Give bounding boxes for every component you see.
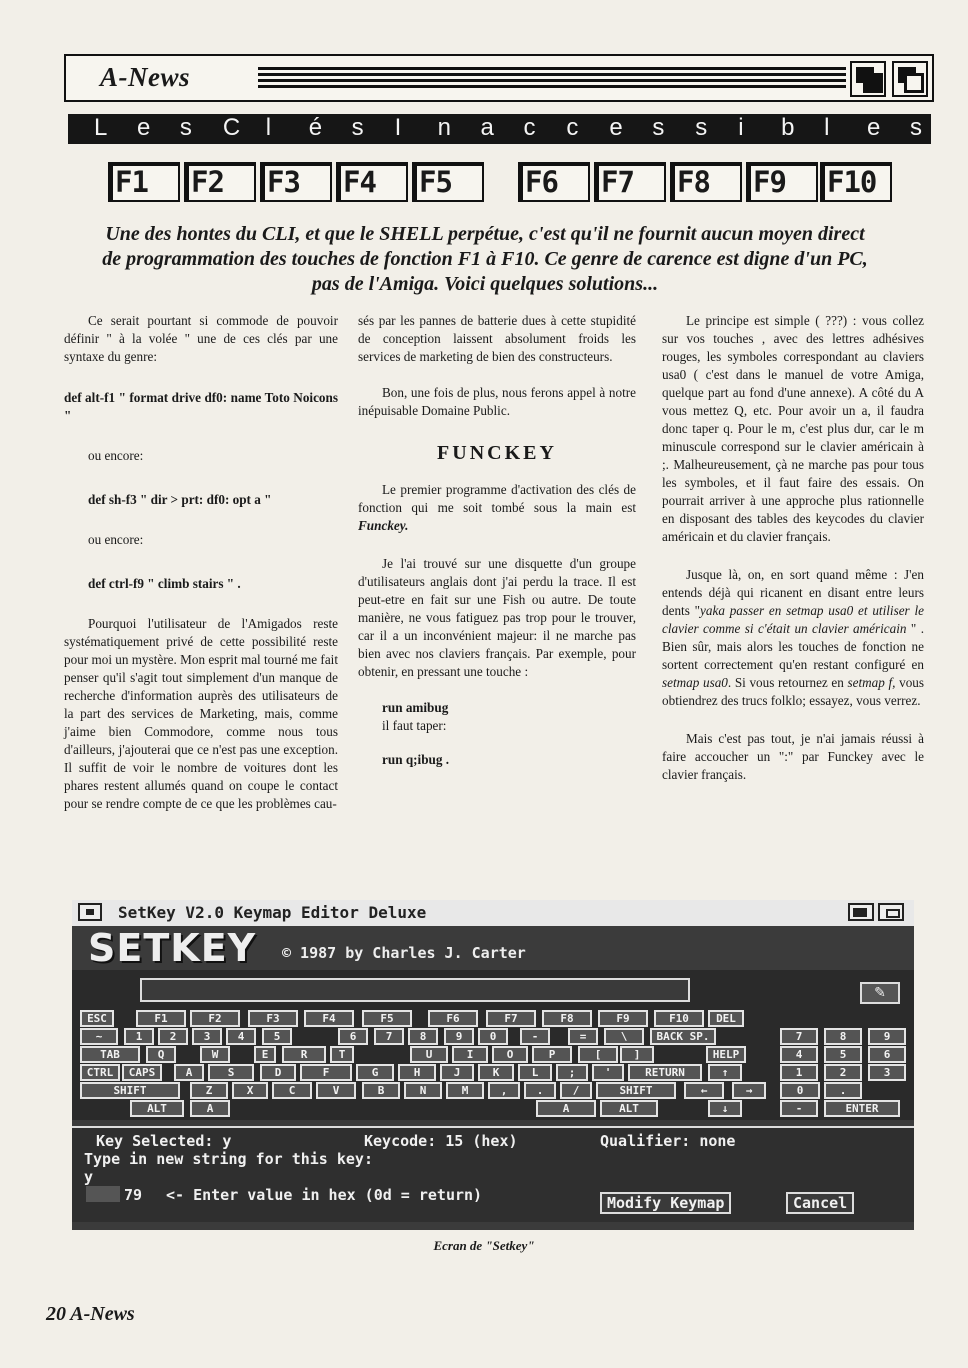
key-f9[interactable]: F9: [598, 1010, 648, 1027]
code-example: run q;ibug .: [382, 752, 450, 767]
key-info-panel: [72, 1126, 914, 1222]
title-letter: c: [523, 114, 536, 141]
hex-hint: <- Enter value in hex (0d = return): [166, 1186, 483, 1204]
fkey-f1: F1: [108, 162, 180, 202]
key-i[interactable]: I: [452, 1046, 488, 1063]
key-2[interactable]: 2: [158, 1028, 188, 1045]
key-8[interactable]: 8: [408, 1028, 438, 1045]
fkey-f6: F6: [518, 162, 590, 202]
key-return[interactable]: RETURN: [628, 1064, 702, 1081]
article-title-banner: [68, 114, 931, 144]
column-2: [358, 312, 636, 769]
window-title: SetKey V2.0 Keymap Editor Deluxe: [118, 903, 427, 922]
key-r[interactable]: R: [282, 1046, 326, 1063]
key-w[interactable]: W: [200, 1046, 230, 1063]
string-entry-field[interactable]: y: [84, 1168, 94, 1186]
qualifier-label: Qualifier: none: [600, 1132, 736, 1150]
paragraph: Bon, une fois de plus, nous ferons appel à notre inépuisable Domaine Public.: [358, 385, 636, 418]
paragraph: il faut taper:: [382, 718, 447, 733]
key-v[interactable]: V: [316, 1082, 356, 1099]
numpad-key-4[interactable]: 4: [780, 1046, 818, 1063]
key-9[interactable]: 9: [444, 1028, 474, 1045]
key-alt[interactable]: ALT: [600, 1100, 658, 1117]
modify-keymap-button[interactable]: Modify Keymap: [600, 1192, 731, 1214]
column-1: [64, 312, 338, 813]
depth-front-icon[interactable]: [878, 903, 904, 921]
title-letter: L: [94, 114, 108, 141]
key-[interactable]: →: [732, 1082, 766, 1099]
key-help[interactable]: HELP: [706, 1046, 746, 1063]
numpad-key-dot[interactable]: .: [824, 1082, 862, 1099]
paragraph: Pourquoi l'utilisateur de l'Amigados reste systématiquement privé de cette possibilité reste pour moi un mystère. Mon esprit mal tourné me fait penser qu'il s'agit tout simplement d'un manque de recherche d'information auprès des utilisateurs de la part des services de Marketing, mais, comme j'aime bien Commodore, comme nous tous d'ailleurs, j'ajouterai que ce n'est pas une exception. Il suffit de voir le nombre de voitures dont les phares restent allumés quand on coupe le contact pour se rendre compte de ce que les problèmes cau-: [64, 616, 338, 811]
key-[interactable]: .: [524, 1082, 556, 1099]
key-0[interactable]: 0: [478, 1028, 508, 1045]
paragraph: sés par les pannes de batterie dues à cette stupidité de conception laissent absolument froids les services de marketing de bien des constructeurs.: [358, 313, 636, 364]
copyright-notice: © 1987 by Charles J. Carter: [282, 944, 526, 962]
masthead-title: A-News: [100, 62, 190, 92]
key-f8[interactable]: F8: [542, 1010, 592, 1027]
keyboard-panel: [72, 970, 914, 1120]
column-3: [662, 312, 924, 784]
key-[interactable]: ;: [556, 1064, 588, 1081]
article-intro: Une des hontes du CLI, et que le SHELL perpétue, c'est qu'il ne fournit aucun moyen direct de programmation des touches de fonction F1 à F10. Ce genre de carence est digne d'un PC, pas de l'Amiga. Voici quelques solutions...: [102, 223, 868, 295]
setkey-screenshot: [72, 900, 914, 1230]
section-heading: FUNCKEY: [437, 442, 557, 464]
key-s[interactable]: S: [208, 1064, 254, 1081]
numpad-key-0[interactable]: 0: [780, 1082, 820, 1099]
key-[interactable]: ~: [80, 1028, 118, 1045]
key-g[interactable]: G: [356, 1064, 394, 1081]
key-[interactable]: \: [604, 1028, 644, 1045]
code-example: def alt-f1 " format drive df0: name Toto Noicons ": [64, 390, 338, 423]
numpad-key-2[interactable]: 2: [824, 1064, 862, 1081]
key-f6[interactable]: F6: [428, 1010, 478, 1027]
key-backsp[interactable]: BACK SP.: [650, 1028, 716, 1045]
title-letter: l: [824, 114, 830, 141]
title-letter: s: [695, 114, 708, 141]
key-k[interactable]: K: [478, 1064, 514, 1081]
numpad-key-enter[interactable]: ENTER: [824, 1100, 900, 1117]
key-shift[interactable]: SHIFT: [80, 1082, 180, 1099]
title-letter: l: [265, 114, 272, 141]
paragraph: Le principe est simple ( ???) : vous collez sur vos touches , avec des lettres adhésives rouges, les symboles correspondant au claviers usa0 ( c'est dans le manuel de votre Amiga, quelque part au fond d'une annexe). A côté du A vous mettez Q, etc. Pour avoir un a, il faudra donc taper q. Pour le m, c'est plus dur, car le m minuscule correspond sur le clavier américain à ;. Malheureusement, çà ne marche pas pour tous les symboles, et il faut faire des essais. On pourrait arriver à une approche plus rationnelle en disposant des tables des keycodes du clavier américain et du clavier français.: [662, 313, 924, 544]
title-letter: e: [136, 114, 151, 141]
numpad-key-dot[interactable]: -: [780, 1100, 818, 1117]
key-[interactable]: ←: [684, 1082, 724, 1099]
title-letter: s: [652, 114, 665, 141]
fkey-f3: F3: [260, 162, 332, 202]
key-o[interactable]: O: [492, 1046, 528, 1063]
key-x[interactable]: X: [232, 1082, 268, 1099]
fkey-f8: F8: [670, 162, 742, 202]
key-m[interactable]: M: [446, 1082, 484, 1099]
depth-gadget-front-icon: [892, 61, 928, 97]
key-[interactable]: ]: [620, 1046, 654, 1063]
key-a[interactable]: A: [174, 1064, 204, 1081]
key-[interactable]: [: [578, 1046, 618, 1063]
key-[interactable]: -: [520, 1028, 550, 1045]
fkey-f10: F10: [820, 162, 892, 202]
title-letter: i: [738, 114, 744, 141]
key-shift[interactable]: SHIFT: [596, 1082, 676, 1099]
key-b[interactable]: B: [362, 1082, 400, 1099]
setkey-logo: SETKEY: [88, 926, 257, 970]
key-f[interactable]: F: [300, 1064, 352, 1081]
title-letter: n: [437, 114, 451, 141]
key-n[interactable]: N: [404, 1082, 442, 1099]
title-letter: I: [394, 114, 402, 141]
key-a[interactable]: A: [190, 1100, 230, 1117]
key-5[interactable]: 5: [262, 1028, 292, 1045]
key-u[interactable]: U: [410, 1046, 448, 1063]
depth-gadget-icon: [850, 61, 886, 97]
paragraph: Je l'ai trouvé sur une disquette d'un groupe d'utilisateurs anglais dont j'ai perdu la trace. Il est peut-etre en fait sur une Fish ou autre. De toute manière, ne vous fatiguez pas trop pour le trouver, car il a un inconvénient majeur: il ne marche pas bien avec nos claviers français. Par exemple, pour obtenir, en pressant une touche :: [358, 556, 636, 679]
title-letter: c: [566, 114, 579, 141]
key-t[interactable]: T: [330, 1046, 354, 1063]
title-letter: s: [351, 114, 364, 141]
paragraph: Ce serait pourtant si commode de pouvoir définir " à la volée " une de ces clés par une syntaxe du genre:: [64, 313, 338, 364]
pen-icon[interactable]: ✎: [860, 982, 900, 1004]
paragraph: ou encore:: [88, 448, 144, 463]
key-4[interactable]: 4: [226, 1028, 256, 1045]
key-selected-label: Key Selected: y: [96, 1132, 232, 1150]
masthead: [64, 54, 934, 102]
key-f4[interactable]: F4: [304, 1010, 354, 1027]
key-7[interactable]: 7: [374, 1028, 404, 1045]
title-letter: a: [480, 114, 494, 141]
key-[interactable]: ': [592, 1064, 624, 1081]
key-del[interactable]: DEL: [708, 1010, 744, 1027]
paragraph: Mais c'est pas tout, je n'ai jamais réussi à faire accoucher un ":" par Funckey avec le clavier français.: [662, 731, 924, 782]
page-folio: 20 A-News: [46, 1303, 135, 1325]
key-tab[interactable]: TAB: [80, 1046, 140, 1063]
key-l[interactable]: L: [518, 1064, 552, 1081]
hex-entry-swatch: [86, 1186, 120, 1202]
cancel-button[interactable]: Cancel: [786, 1192, 854, 1214]
fkey-f5: F5: [412, 162, 484, 202]
numpad-key-8[interactable]: 8: [824, 1028, 862, 1045]
numpad-key-9[interactable]: 9: [868, 1028, 906, 1045]
key-q[interactable]: Q: [146, 1046, 176, 1063]
fkey-f4: F4: [336, 162, 408, 202]
code-example: run amibug: [382, 700, 449, 715]
key-3[interactable]: 3: [192, 1028, 222, 1045]
title-letter: e: [867, 114, 881, 141]
key-[interactable]: ↓: [708, 1100, 742, 1117]
key-z[interactable]: Z: [190, 1082, 228, 1099]
key-string-display: [140, 978, 690, 1002]
masthead-rule: [258, 67, 846, 91]
numpad-key-1[interactable]: 1: [780, 1064, 818, 1081]
title-letter: b: [781, 114, 795, 141]
hex-value-field[interactable]: 79: [124, 1186, 143, 1204]
window-titlebar: [72, 900, 914, 926]
key-[interactable]: ↑: [708, 1064, 742, 1081]
key-f3[interactable]: F3: [248, 1010, 298, 1027]
key-e[interactable]: E: [254, 1046, 276, 1063]
key-f7[interactable]: F7: [486, 1010, 536, 1027]
numpad-key-7[interactable]: 7: [780, 1028, 818, 1045]
key-f2[interactable]: F2: [190, 1010, 240, 1027]
key-h[interactable]: H: [398, 1064, 436, 1081]
key-alt[interactable]: ALT: [130, 1100, 184, 1117]
key-a[interactable]: A: [536, 1100, 596, 1117]
keycode-label: Keycode: 15 (hex): [364, 1132, 518, 1150]
key-esc[interactable]: ESC: [80, 1010, 114, 1027]
key-6[interactable]: 6: [338, 1028, 368, 1045]
key-ctrl[interactable]: CTRL: [80, 1064, 120, 1081]
key-[interactable]: =: [568, 1028, 598, 1045]
key-f10[interactable]: F10: [654, 1010, 704, 1027]
code-example: def sh-f3 " dir > prt: df0: opt a ": [88, 492, 272, 507]
key-f5[interactable]: F5: [362, 1010, 412, 1027]
key-j[interactable]: J: [440, 1064, 474, 1081]
depth-back-icon[interactable]: [848, 903, 874, 921]
figure-caption: Ecran de "Setkey": [433, 1238, 535, 1253]
fkey-f7: F7: [594, 162, 666, 202]
paragraph: ou encore:: [88, 532, 144, 547]
key-1[interactable]: 1: [124, 1028, 154, 1045]
title-letter: C: [222, 114, 241, 141]
paragraph: Jusque là, on, en sort quand même : J'en entends déjà qui ricanent en disant entre leurs dents "yaka passer en setmap usa0 et utiliser le clavier comme si c'était un clavier américain " . Bien sûr, mais alors les touches de fonction ne sortent correctement qu'en restant configuré en setmap usa0. Si vous retournez en setmap f, vous obtiendrez des trucs folklo; essayez, vous verrez.: [662, 567, 925, 708]
key-caps[interactable]: CAPS: [122, 1064, 162, 1081]
key-f1[interactable]: F1: [136, 1010, 186, 1027]
numpad-key-3[interactable]: 3: [868, 1064, 906, 1081]
key-[interactable]: /: [560, 1082, 592, 1099]
key-d[interactable]: D: [260, 1064, 296, 1081]
code-example: def ctrl-f9 " climb stairs " .: [88, 576, 241, 591]
title-letter: é: [308, 114, 323, 141]
title-letter: e: [609, 114, 623, 141]
numpad-key-5[interactable]: 5: [824, 1046, 862, 1063]
title-letter: s: [179, 114, 192, 141]
numpad-key-6[interactable]: 6: [868, 1046, 906, 1063]
title-letter: s: [910, 114, 922, 141]
program-name: Funckey.: [358, 518, 409, 533]
key-c[interactable]: C: [272, 1082, 312, 1099]
paragraph: Le premier programme d'activation des clés de fonction qui me soit tombé sous la main est Funckey.: [358, 482, 636, 533]
key-[interactable]: ,: [488, 1082, 520, 1099]
close-gadget-icon[interactable]: [78, 903, 102, 921]
key-p[interactable]: P: [532, 1046, 572, 1063]
string-prompt: Type in new string for this key:: [84, 1150, 373, 1168]
fkey-f9: F9: [746, 162, 818, 202]
fkey-f2: F2: [184, 162, 256, 202]
